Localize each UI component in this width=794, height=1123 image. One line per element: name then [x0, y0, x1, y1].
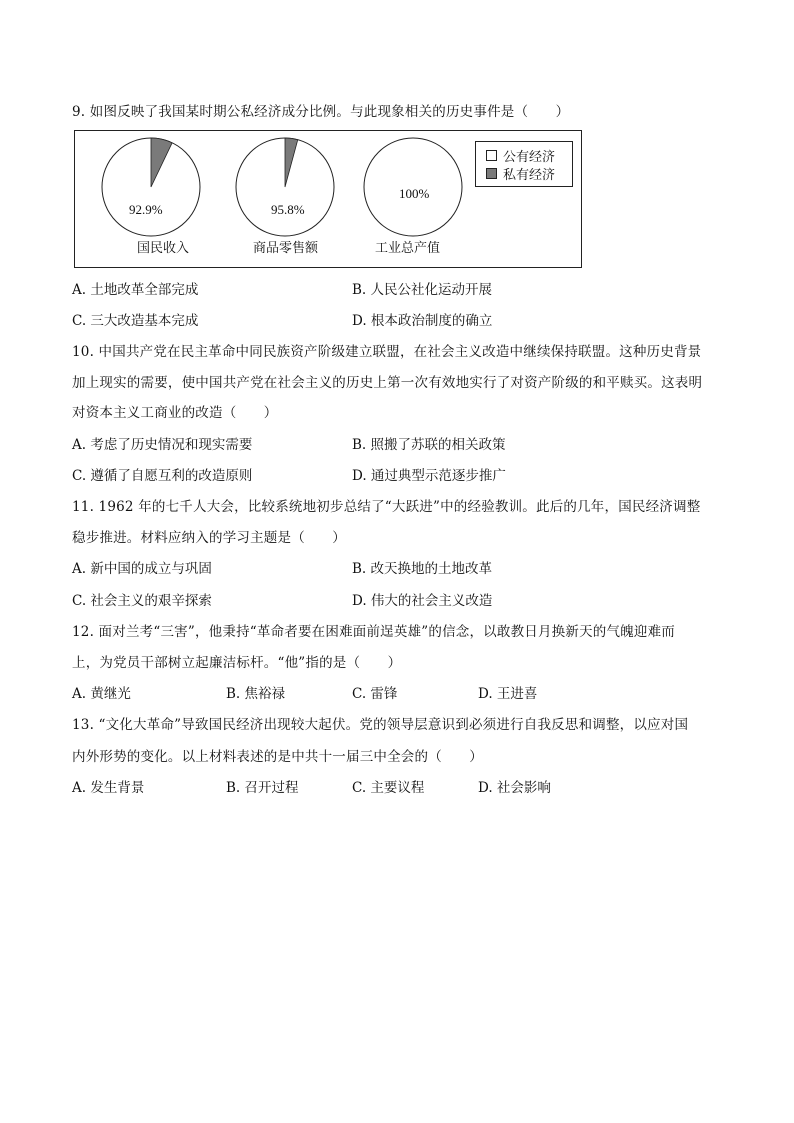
option-d[interactable]: D. 通过典型示范逐步推广	[352, 468, 506, 484]
question-10-line: 加上现实的需要，使中国共产党在社会主义的历史上第一次有效地实行了对资产阶级的和平赎买。这表明	[72, 375, 703, 391]
pie-chart	[101, 137, 201, 237]
option-a[interactable]: A. 黄继光	[72, 686, 131, 702]
option-c[interactable]: C. 三大改造基本完成	[72, 313, 199, 329]
option-d[interactable]: D. 根本政治制度的确立	[352, 313, 493, 329]
pie-category-label: 商品零售额	[253, 241, 319, 256]
option-c[interactable]: C. 主要议程	[352, 780, 425, 796]
question-10-line: 对资本主义工商业的改造（ ）	[72, 405, 278, 421]
question-10-line: 10. 中国共产党在民主革命中同民族资产阶级建立联盟，在社会主义改造中继续保持联盟。这种历史背景	[72, 344, 702, 360]
pie-category-label: 国民收入	[137, 241, 190, 256]
legend-item-public	[486, 146, 555, 164]
option-c[interactable]: C. 社会主义的艰辛探索	[72, 593, 212, 609]
option-d[interactable]: D. 王进喜	[478, 686, 538, 702]
legend-item-private	[486, 164, 555, 182]
pie-chart	[235, 137, 335, 237]
chart-legend	[475, 141, 573, 187]
option-b[interactable]: B. 改天换地的土地改革	[352, 561, 493, 577]
pie-svg	[235, 137, 335, 237]
option-a[interactable]: A. 土地改革全部完成	[72, 282, 199, 298]
question-9-stem: 9. 如图反映了我国某时期公私经济成分比例。与此现象相关的历史事件是（ ）	[72, 104, 570, 120]
question-12-line: 12. 面对兰考“三害”，他秉持“革命者要在困难面前逞英雄”的信念，以敢教日月换新天的气魄迎难而	[72, 624, 675, 640]
option-b[interactable]: B. 人民公社化运动开展	[352, 282, 493, 298]
question-12-line: 上，为党员干部树立起廉洁标杆。“他”指的是（ ）	[72, 655, 402, 671]
option-c[interactable]: C. 遵循了自愿互利的改造原则	[72, 468, 253, 484]
question-11-line: 11. 1962 年的七千人大会，比较系统地初步总结了“大跃进”中的经验教训。此后的几年，国民经济调整	[72, 499, 701, 515]
option-a[interactable]: A. 新中国的成立与巩固	[72, 561, 212, 577]
question-13-line: 13. “文化大革命”导致国民经济出现较大起伏。党的领导层意识到必须进行自我反思和调整，以应对国	[72, 717, 689, 733]
option-d[interactable]: D. 伟大的社会主义改造	[352, 593, 493, 609]
option-b[interactable]: B. 照搬了苏联的相关政策	[352, 437, 506, 453]
option-a[interactable]: A. 发生背景	[72, 780, 145, 796]
pie-chart-figure	[74, 130, 582, 268]
option-b[interactable]: B. 焦裕禄	[226, 686, 286, 702]
option-c[interactable]: C. 雷锋	[352, 686, 398, 702]
pie-value-label: 95.8%	[271, 202, 305, 217]
option-b[interactable]: B. 召开过程	[226, 780, 299, 796]
legend-label-public: 公有经济	[503, 149, 556, 165]
legend-swatch-private	[486, 168, 497, 179]
pie-value-label: 100%	[399, 186, 430, 201]
legend-swatch-public	[486, 150, 497, 161]
pie-value-label: 92.9%	[129, 202, 163, 217]
question-11-line: 稳步推进。材料应纳入的学习主题是（ ）	[72, 530, 346, 546]
pie-category-label: 工业总产值	[375, 241, 441, 256]
legend-label-private: 私有经济	[503, 167, 556, 183]
pie-svg	[101, 137, 201, 237]
option-a[interactable]: A. 考虑了历史情况和现实需要	[72, 437, 253, 453]
option-d[interactable]: D. 社会影响	[478, 780, 551, 796]
question-13-line: 内外形势的变化。以上材料表述的是中共十一届三中全会的（ ）	[72, 749, 483, 765]
